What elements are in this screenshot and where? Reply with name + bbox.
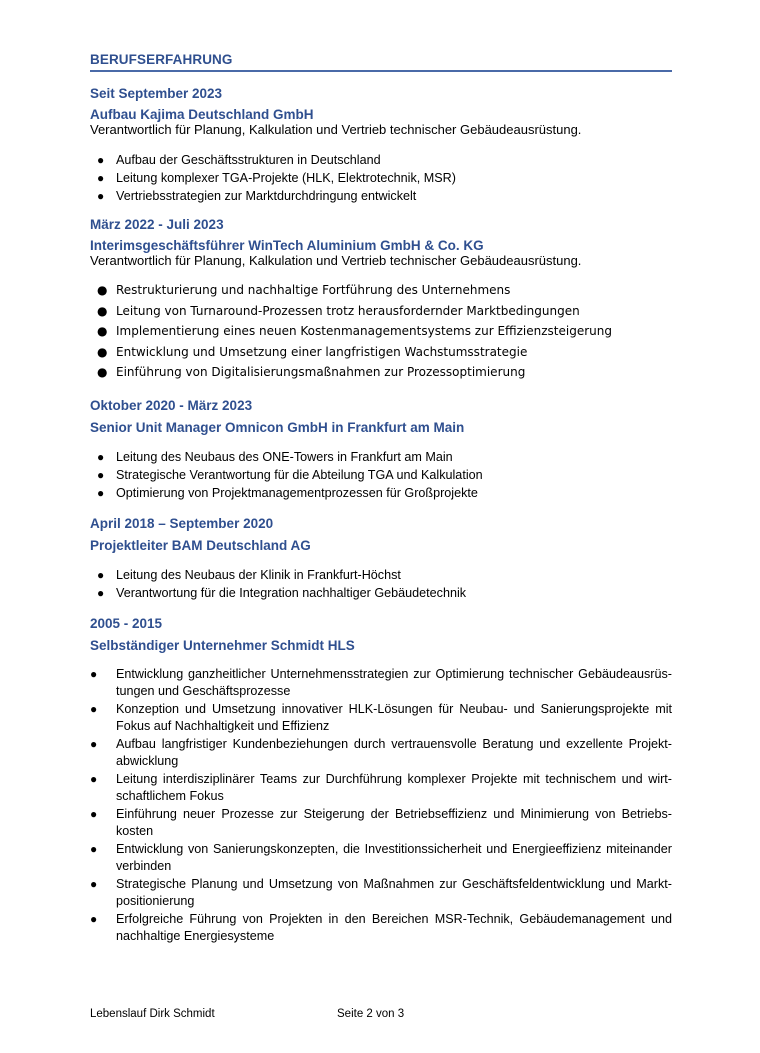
- job-entry: [90, 516, 672, 602]
- job-date: Seit September 2023: [90, 86, 223, 101]
- job-items: [90, 280, 672, 383]
- list-item: [90, 362, 672, 383]
- bullet-icon: ●: [97, 344, 108, 359]
- list-item: [90, 566, 672, 584]
- list-item: [90, 911, 672, 945]
- list-item-text: Leitung des Neubaus des ONE-Towers in Frankfurt am Main: [116, 449, 453, 464]
- job-items: [90, 448, 672, 502]
- list-item-text: Implementierung eines neuen Kostenmanagementsystems zur Effizienzsteigerung: [116, 324, 612, 338]
- bullet-icon: ●: [97, 585, 105, 600]
- bullet-icon: ●: [90, 911, 98, 926]
- job-items: [90, 566, 672, 602]
- bullet-icon: ●: [90, 701, 98, 716]
- list-item: [90, 736, 672, 770]
- list-item: [90, 448, 672, 466]
- footer-page-number: Seite 2 von 3: [337, 1008, 405, 1020]
- list-item-text: Leitung von Turnaround-Prozessen trotz herausfordernder Marktbedingungen: [116, 303, 580, 318]
- list-item: [90, 876, 672, 910]
- bullet-icon: ●: [97, 567, 105, 582]
- job-date: Oktober 2020 - März 2023: [90, 397, 253, 413]
- bullet-icon: ●: [97, 324, 108, 338]
- list-item: [90, 169, 672, 187]
- list-item-text: Restrukturierung und nachhaltige Fortführung des Unternehmens: [116, 283, 511, 297]
- list-item-text: Aufbau der Geschäftsstrukturen in Deutschland: [116, 153, 381, 167]
- list-item: [90, 342, 672, 363]
- list-item-text: Optimierung von Projektmanagementprozessen für Großprojekte: [116, 485, 478, 500]
- job-date: April 2018 – September 2020: [90, 515, 274, 531]
- job-responsibility: Verantwortlich für Planung, Kalkulation und Vertrieb technischer Gebäudeausrüstung.: [90, 122, 582, 137]
- job-entry: [90, 616, 672, 945]
- footer-document-name: Lebenslauf Dirk Schmidt: [90, 1008, 215, 1020]
- list-item-text: Konzeption und Umsetzung innovativer HLK-Lösungen für Neubau- und Sanierungsprojekte mit Fokus auf Nachhaltigkeit und Effizienz: [116, 701, 672, 733]
- job-entry: [90, 217, 672, 383]
- bullet-icon: ●: [90, 666, 98, 681]
- bullet-icon: ●: [97, 467, 105, 482]
- resume-page: [90, 52, 672, 946]
- list-item-text: Verantwortung für die Integration nachhaltiger Gebäudetechnik: [116, 585, 467, 600]
- list-item: [90, 301, 672, 322]
- list-item-text: Entwicklung ganzheitlicher Unternehmensstrategien zur Optimierung technischer Gebäudeausrüs-tungen und Geschäftsprozesse: [116, 666, 672, 698]
- bullet-icon: ●: [90, 876, 98, 891]
- list-item-text: Entwicklung und Umsetzung einer langfristigen Wachstumsstrategie: [116, 344, 528, 359]
- list-item-text: Aufbau langfristiger Kundenbeziehungen durch vertrauensvolle Beratung und exzellente Projekt-abwicklung: [116, 736, 672, 768]
- list-item: [90, 187, 672, 205]
- job-role: Aufbau Kajima Deutschland GmbH: [90, 107, 314, 122]
- job-date: März 2022 - Juli 2023: [90, 217, 224, 232]
- bullet-icon: ●: [90, 806, 98, 821]
- list-item: [90, 321, 672, 342]
- list-item: [90, 151, 672, 169]
- job-role: Senior Unit Manager Omnicon GmbH in Frankfurt am Main: [90, 419, 465, 435]
- list-item-text: Leitung des Neubaus der Klinik in Frankfurt-Höchst: [116, 567, 401, 582]
- bullet-icon: ●: [97, 283, 108, 297]
- job-role: Projektleiter BAM Deutschland AG: [90, 537, 311, 553]
- list-item: [90, 584, 672, 602]
- job-items: [90, 151, 672, 205]
- job-date: 2005 - 2015: [90, 615, 163, 631]
- bullet-icon: ●: [97, 189, 105, 203]
- list-item: [90, 771, 672, 805]
- list-item-text: Vertriebsstrategien zur Marktdurchdringung entwickelt: [116, 189, 417, 203]
- job-entry: [90, 86, 672, 205]
- job-responsibility: Verantwortlich für Planung, Kalkulation und Vertrieb technischer Gebäudeausrüstung.: [90, 253, 582, 268]
- job-items: [90, 666, 672, 945]
- bullet-icon: ●: [90, 771, 98, 786]
- job-role: Selbständiger Unternehmer Schmidt HLS: [90, 637, 355, 653]
- section-title: BERUFSERFAHRUNG: [90, 52, 672, 72]
- bullet-icon: ●: [97, 365, 108, 379]
- bullet-icon: ●: [97, 303, 108, 318]
- bullet-icon: ●: [97, 153, 105, 167]
- list-item-text: Erfolgreiche Führung von Projekten in den Bereichen MSR-Technik, Gebäudemanagement und nachhaltige Energiesysteme: [116, 911, 672, 943]
- list-item: [90, 280, 672, 301]
- bullet-icon: ●: [97, 449, 105, 464]
- bullet-icon: ●: [97, 485, 105, 500]
- list-item: [90, 701, 672, 735]
- list-item-text: Strategische Planung und Umsetzung von Maßnahmen zur Geschäftsfeldentwicklung und Markt-positionierung: [116, 876, 672, 908]
- bullet-icon: ●: [90, 736, 98, 751]
- bullet-icon: ●: [97, 171, 105, 185]
- list-item: [90, 841, 672, 875]
- list-item: [90, 806, 672, 840]
- list-item: [90, 666, 672, 700]
- job-role: Interimsgeschäftsführer WinTech Aluminium GmbH & Co. KG: [90, 238, 484, 253]
- list-item-text: Leitung komplexer TGA-Projekte (HLK, Elektrotechnik, MSR): [116, 171, 456, 185]
- job-entry: [90, 398, 672, 502]
- list-item-text: Einführung von Digitalisierungsmaßnahmen zur Prozessoptimierung: [116, 365, 526, 379]
- list-item-text: Entwicklung von Sanierungskonzepten, die Investitionssicherheit und Energieeffizienz miteinander verbinden: [116, 841, 672, 873]
- bullet-icon: ●: [90, 841, 98, 856]
- list-item-text: Strategische Verantwortung für die Abteilung TGA und Kalkulation: [116, 467, 483, 482]
- list-item-text: Leitung interdisziplinärer Teams zur Durchführung komplexer Projekte mit technischem und wirt-schaftlichem Fokus: [116, 771, 672, 803]
- list-item-text: Einführung neuer Prozesse zur Steigerung der Betriebseffizienz und Minimierung von Betriebs-kosten: [116, 806, 672, 838]
- list-item: [90, 466, 672, 484]
- list-item: [90, 484, 672, 502]
